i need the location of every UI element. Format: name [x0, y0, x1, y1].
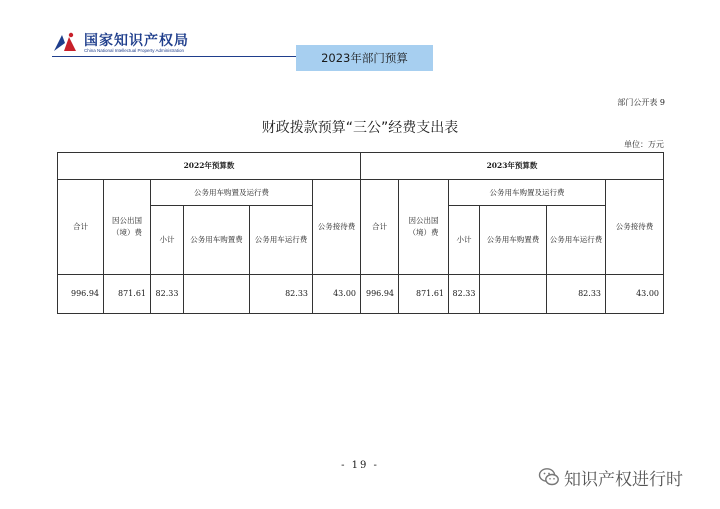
table-row: [58, 275, 664, 314]
org-name-en: China National Intellectual Property Administration: [84, 48, 185, 53]
header-abroad: 因公出国（境）费: [104, 180, 151, 275]
value-operation-2022: 82.33: [250, 275, 313, 314]
year-header-2023: 2023年预算数: [361, 153, 664, 180]
page-number: - 19 -: [341, 460, 379, 471]
header-reception: 公务接待费: [606, 180, 664, 275]
banner-label: 2023年部门预算: [321, 51, 408, 65]
header-purchase: 公务用车购置费: [184, 206, 250, 275]
wechat-icon: [538, 466, 560, 488]
value-abroad-2023: 871.61: [399, 275, 449, 314]
table-number: 部门公开表 9: [617, 98, 665, 107]
header-reception: 公务接待费: [313, 180, 361, 275]
value-subtotal-2023: 82.33: [449, 275, 480, 314]
header-vehicle-group: 公务用车购置及运行费: [151, 180, 313, 206]
year-header-row: [58, 153, 664, 180]
value-purchase-2023: [480, 275, 547, 314]
value-total-2023: 996.94: [361, 275, 399, 314]
header-operation: 公务用车运行费: [250, 206, 313, 275]
value-abroad-2022: 871.61: [104, 275, 151, 314]
value-operation-2023: 82.33: [547, 275, 606, 314]
header-purchase: 公务用车购置费: [480, 206, 547, 275]
header-total: 合计: [361, 180, 399, 275]
document-title: 财政拨款预算“三公”经费支出表: [261, 120, 459, 136]
unit-label: 单位：万元: [624, 140, 664, 149]
value-purchase-2022: [184, 275, 250, 314]
year-header-2022: 2022年预算数: [58, 153, 361, 180]
header-subtotal: 小计: [449, 206, 480, 275]
header-row-1: [58, 180, 664, 206]
header-total: 合计: [58, 180, 104, 275]
value-total-2022: 996.94: [58, 275, 104, 314]
watermark-text: 知识产权进行时: [564, 470, 683, 490]
org-name-cn: 国家知识产权局: [84, 33, 189, 49]
value-reception-2022: 43.00: [313, 275, 361, 314]
header-abroad: 因公出国（境）费: [399, 180, 449, 275]
value-subtotal-2022: 82.33: [151, 275, 184, 314]
value-reception-2023: 43.00: [606, 275, 664, 314]
header-vehicle-group: 公务用车购置及运行费: [449, 180, 606, 206]
header-subtotal: 小计: [151, 206, 184, 275]
header-operation: 公务用车运行费: [547, 206, 606, 275]
budget-year-banner: [296, 45, 433, 71]
budget-table: [57, 152, 664, 314]
cnipa-logo-icon: [52, 31, 78, 53]
